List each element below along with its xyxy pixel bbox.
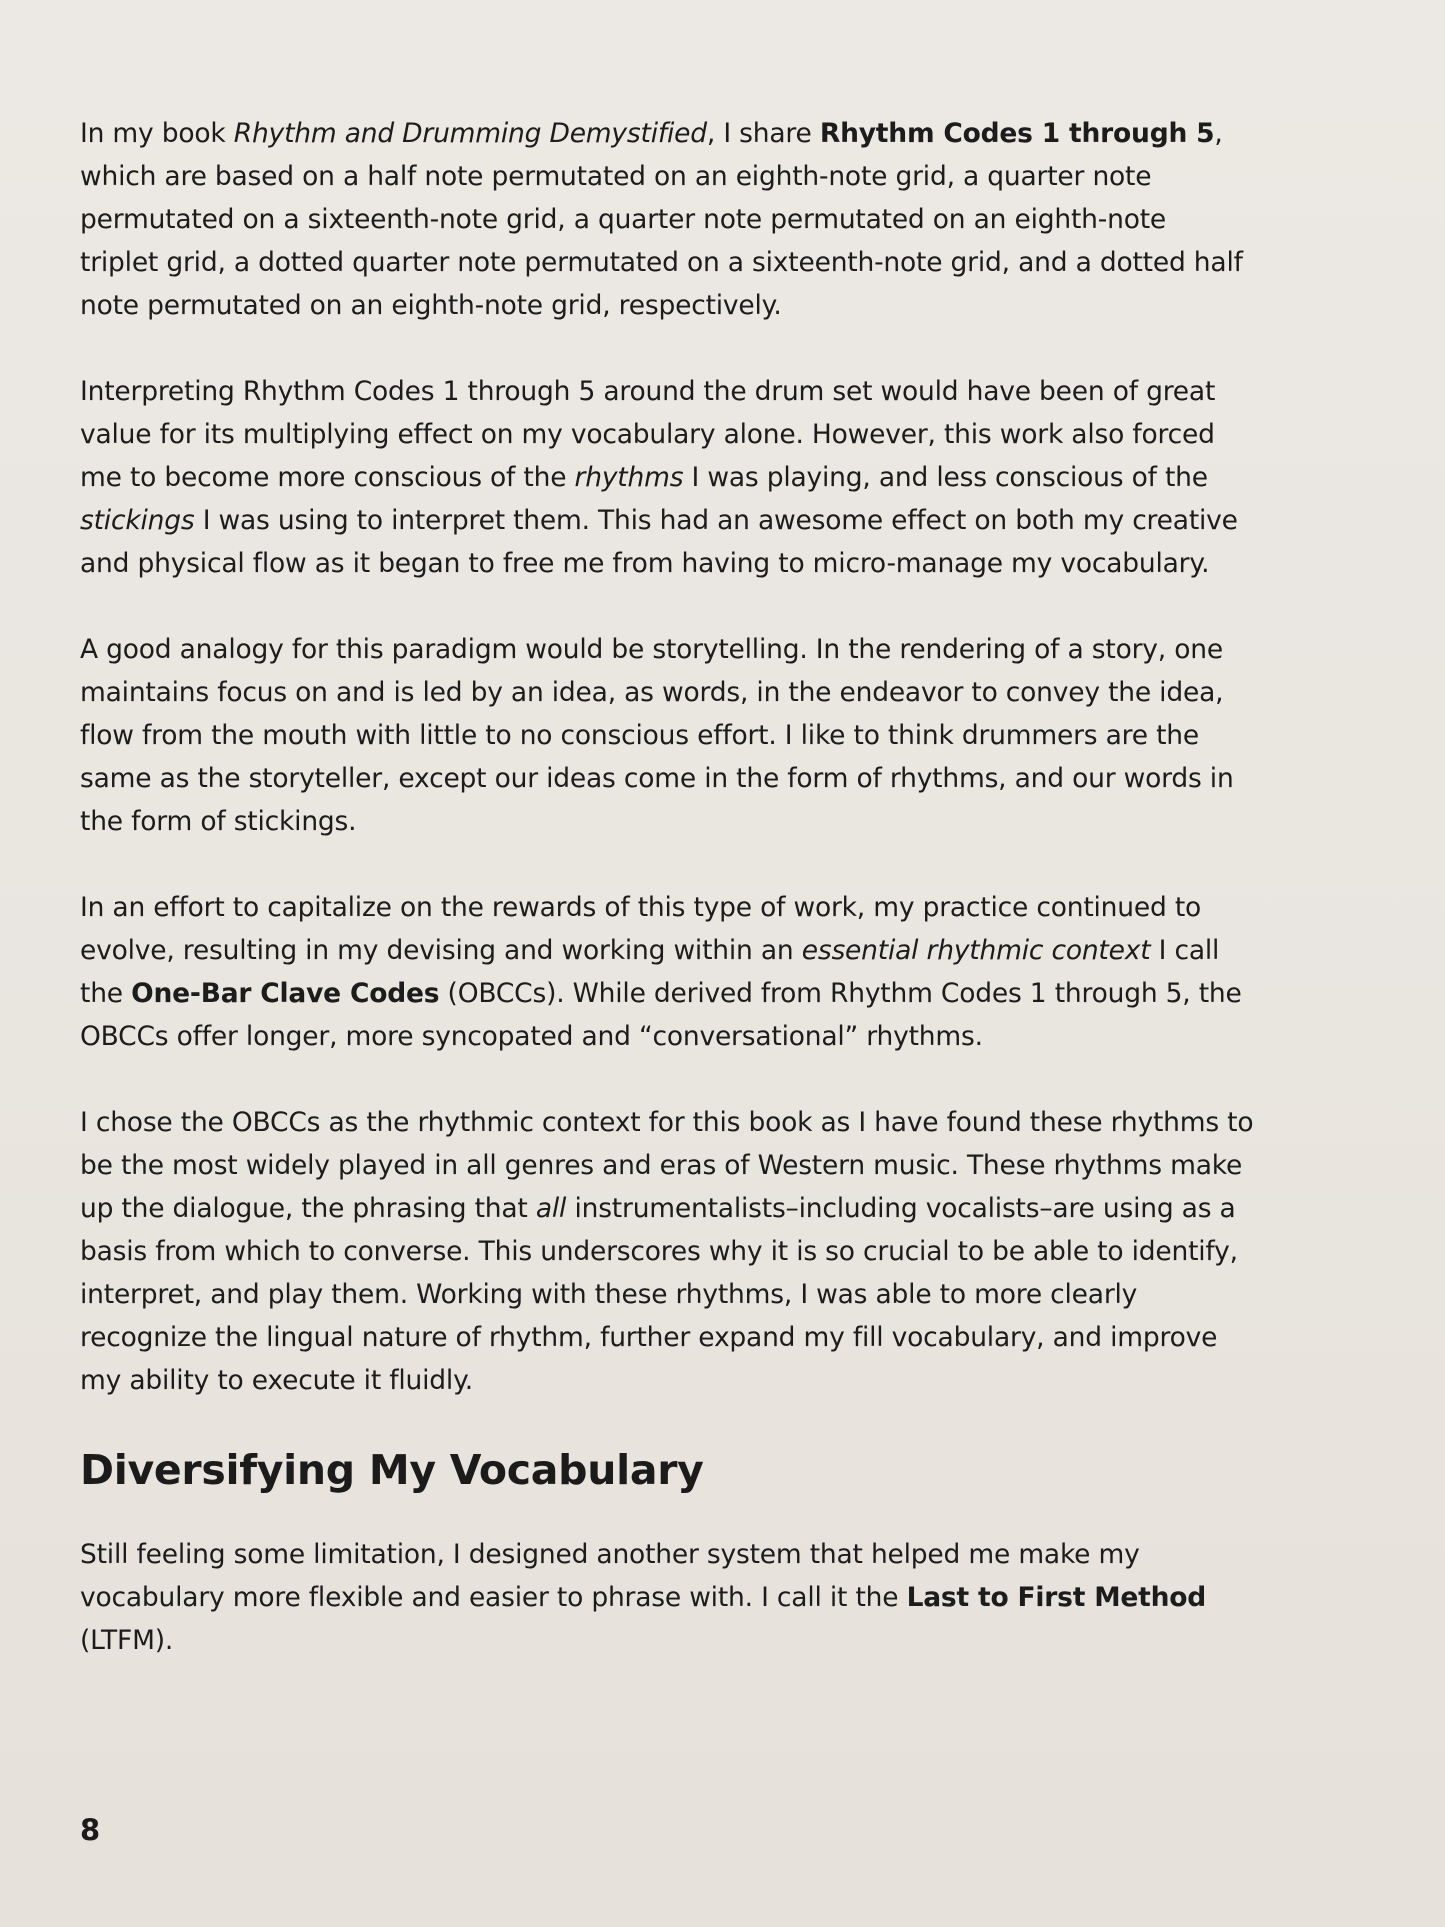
italic-term: all xyxy=(535,1193,567,1224)
text-run: A good analogy for this paradigm would be storytelling. In the rendering of a story, one xyxy=(80,634,1223,665)
text-line xyxy=(80,112,1380,155)
text-run: flow from the mouth with little to no conscious effort. I like to think drummers are the xyxy=(80,720,1199,751)
text-line xyxy=(80,1101,1380,1144)
text-line xyxy=(80,757,1380,800)
text-run: the xyxy=(80,978,132,1009)
text-run: and physical flow as it began to free me from having to micro-manage my vocabulary. xyxy=(80,548,1210,579)
text-run: up the dialogue, the phrasing that xyxy=(80,1193,536,1224)
text-run: Interpreting Rhythm Codes 1 through 5 around the drum set would have been of great xyxy=(80,376,1216,407)
bold-term: Rhythm Codes 1 through 5 xyxy=(819,118,1215,149)
italic-term: essential rhythmic context xyxy=(801,935,1151,966)
text-line xyxy=(80,1576,1380,1619)
text-run: recognize the lingual nature of rhythm, further expand my fill vocabulary, and improve xyxy=(80,1322,1218,1353)
text-line xyxy=(80,1273,1380,1316)
text-run: In my book xyxy=(80,118,234,149)
italic-term: Rhythm and Drumming Demystified xyxy=(233,118,707,149)
text-line xyxy=(80,456,1380,499)
text-run: me to become more conscious of the xyxy=(80,462,575,493)
text-line xyxy=(80,800,1380,843)
text-run: maintains focus on and is led by an idea, as words, in the endeavor to convey the idea, xyxy=(80,677,1224,708)
italic-term: rhythms xyxy=(574,462,684,493)
text-line xyxy=(80,241,1380,284)
text-run: interpret, and play them. Working with these rhythms, I was able to more clearly xyxy=(80,1279,1138,1310)
text-run: In an effort to capitalize on the rewards of this type of work, my practice continued to xyxy=(80,892,1202,923)
text-line xyxy=(80,714,1380,757)
text-run: I was using to interpret them. This had an awesome effect on both my creative xyxy=(194,505,1238,536)
text-run: OBCCs offer longer, more syncopated and “conversational” rhythms. xyxy=(80,1021,983,1052)
text-run: vocabulary more flexible and easier to phrase with. I call it the xyxy=(80,1582,907,1613)
text-run: be the most widely played in all genres and eras of Western music. These rhythms make xyxy=(80,1150,1243,1181)
body-paragraph xyxy=(80,112,1380,327)
text-line xyxy=(80,929,1380,972)
text-line xyxy=(80,972,1380,1015)
bold-term: One-Bar Clave Codes xyxy=(131,978,440,1009)
text-line xyxy=(80,886,1380,929)
body-paragraphs xyxy=(80,112,1380,1402)
text-run: triplet grid, a dotted quarter note permutated on a sixteenth-note grid, and a dotted half xyxy=(80,247,1243,278)
body-paragraph xyxy=(80,1101,1380,1402)
bold-term: Last to First Method xyxy=(906,1582,1207,1613)
text-run: Still feeling some limitation, I designed another system that helped me make my xyxy=(80,1539,1140,1570)
text-run: my ability to execute it fluidly. xyxy=(80,1365,474,1396)
page-number: 8 xyxy=(80,1813,101,1847)
text-run: (OBCCs). While derived from Rhythm Codes 1 through 5, the xyxy=(439,978,1242,1009)
text-run: I was playing, and less conscious of the xyxy=(683,462,1208,493)
text-line xyxy=(80,155,1380,198)
text-line xyxy=(80,628,1380,671)
text-line xyxy=(80,1359,1380,1402)
text-run: I chose the OBCCs as the rhythmic context for this book as I have found these rhythms to xyxy=(80,1107,1254,1138)
text-run: permutated on a sixteenth-note grid, a quarter note permutated on an eighth-note xyxy=(80,204,1167,235)
body-paragraph xyxy=(80,370,1380,585)
italic-term: stickings xyxy=(80,505,195,536)
text-line xyxy=(80,671,1380,714)
page-content xyxy=(80,112,1380,1705)
body-paragraph xyxy=(80,886,1380,1058)
text-run: , I share xyxy=(706,118,820,149)
text-line xyxy=(80,542,1380,585)
text-line xyxy=(80,1230,1380,1273)
text-run: basis from which to converse. This underscores why it is so crucial to be able to identify, xyxy=(80,1236,1238,1267)
text-line xyxy=(80,284,1380,327)
text-line xyxy=(80,370,1380,413)
text-run: , xyxy=(1214,118,1223,149)
text-line xyxy=(80,1533,1380,1576)
text-run: value for its multiplying effect on my vocabulary alone. However, this work also forced xyxy=(80,419,1215,450)
text-run: instrumentalists–including vocalists–are using as a xyxy=(566,1193,1236,1224)
text-run: the form of stickings. xyxy=(80,806,357,837)
text-line xyxy=(80,1144,1380,1187)
text-line xyxy=(80,1316,1380,1359)
text-run: which are based on a half note permutated on an eighth-note grid, a quarter note xyxy=(80,161,1152,192)
body-paragraph xyxy=(80,628,1380,843)
text-line xyxy=(80,1619,1380,1662)
text-run: I call xyxy=(1150,935,1220,966)
text-run: evolve, resulting in my devising and working within an xyxy=(80,935,802,966)
text-run: note permutated on an eighth-note grid, respectively. xyxy=(80,290,782,321)
text-line xyxy=(80,499,1380,542)
text-line xyxy=(80,1015,1380,1058)
closing-paragraph xyxy=(80,1533,1380,1662)
text-line xyxy=(80,1187,1380,1230)
section-heading: Diversifying My Vocabulary xyxy=(80,1446,704,1494)
text-line xyxy=(80,413,1380,456)
text-run: (LTFM). xyxy=(80,1625,174,1656)
text-line xyxy=(80,198,1380,241)
closing-paragraph-container xyxy=(80,1533,1380,1662)
text-run: same as the storyteller, except our ideas come in the form of rhythms, and our words in xyxy=(80,763,1234,794)
